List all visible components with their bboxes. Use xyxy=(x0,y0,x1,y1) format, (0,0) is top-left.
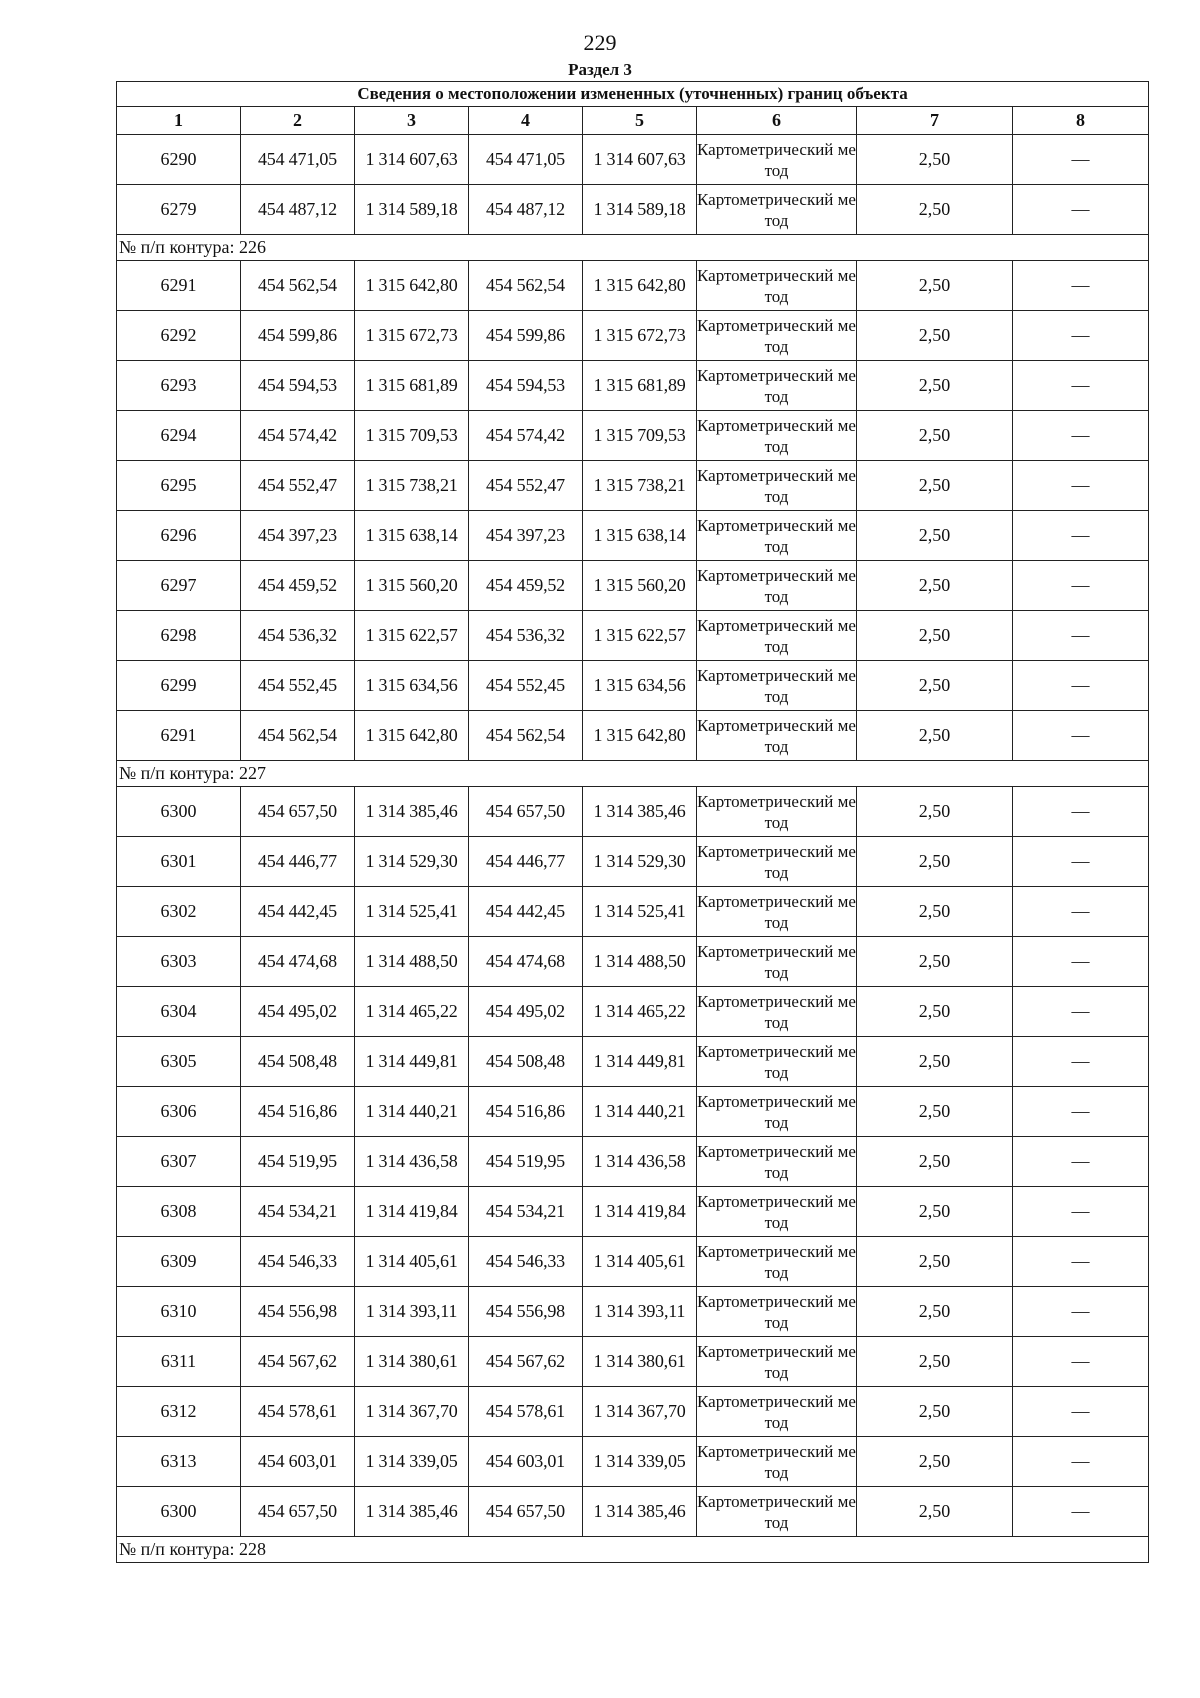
y-coord-cell: 1 315 642,80 xyxy=(583,711,697,761)
x-coord-cell: 454 657,50 xyxy=(469,787,583,837)
accuracy-cell: 2,50 xyxy=(857,887,1013,937)
table-row xyxy=(117,1487,1149,1537)
x-coord-cell: 454 562,54 xyxy=(241,711,355,761)
accuracy-cell: 2,50 xyxy=(857,1137,1013,1187)
y-coord-cell: 1 314 380,61 xyxy=(583,1337,697,1387)
x-coord-cell: 454 599,86 xyxy=(469,311,583,361)
y-coord-cell: 1 315 709,53 xyxy=(583,411,697,461)
accuracy-cell: 2,50 xyxy=(857,261,1013,311)
note-cell: — xyxy=(1013,1337,1149,1387)
note-cell: — xyxy=(1013,135,1149,185)
y-coord-cell: 1 314 436,58 xyxy=(583,1137,697,1187)
x-coord-cell: 454 446,77 xyxy=(241,837,355,887)
column-header-6: 6 xyxy=(697,107,857,135)
x-coord-cell: 454 459,52 xyxy=(241,561,355,611)
y-coord-cell: 1 314 607,63 xyxy=(355,135,469,185)
table-row xyxy=(117,461,1149,511)
x-coord-cell: 454 552,45 xyxy=(241,661,355,711)
point-number-cell: 6304 xyxy=(117,987,241,1037)
x-coord-cell: 454 552,47 xyxy=(241,461,355,511)
method-cell: Картометрический метод xyxy=(697,135,857,185)
accuracy-cell: 2,50 xyxy=(857,185,1013,235)
x-coord-cell: 454 508,48 xyxy=(241,1037,355,1087)
y-coord-cell: 1 314 385,46 xyxy=(355,1487,469,1537)
column-header-4: 4 xyxy=(469,107,583,135)
table-row xyxy=(117,1387,1149,1437)
accuracy-cell: 2,50 xyxy=(857,1337,1013,1387)
contour-row xyxy=(117,1537,1149,1563)
x-coord-cell: 454 495,02 xyxy=(241,987,355,1037)
column-header-row xyxy=(117,107,1149,135)
y-coord-cell: 1 315 738,21 xyxy=(355,461,469,511)
x-coord-cell: 454 574,42 xyxy=(241,411,355,461)
y-coord-cell: 1 315 560,20 xyxy=(355,561,469,611)
y-coord-cell: 1 315 642,80 xyxy=(583,261,697,311)
method-cell: Картометрический метод xyxy=(697,561,857,611)
point-number-cell: 6308 xyxy=(117,1187,241,1237)
method-cell: Картометрический метод xyxy=(697,461,857,511)
accuracy-cell: 2,50 xyxy=(857,1287,1013,1337)
y-coord-cell: 1 315 634,56 xyxy=(355,661,469,711)
y-coord-cell: 1 314 380,61 xyxy=(355,1337,469,1387)
y-coord-cell: 1 314 607,63 xyxy=(583,135,697,185)
y-coord-cell: 1 314 488,50 xyxy=(355,937,469,987)
accuracy-cell: 2,50 xyxy=(857,411,1013,461)
note-cell: — xyxy=(1013,787,1149,837)
accuracy-cell: 2,50 xyxy=(857,135,1013,185)
x-coord-cell: 454 578,61 xyxy=(469,1387,583,1437)
y-coord-cell: 1 314 465,22 xyxy=(355,987,469,1037)
y-coord-cell: 1 315 638,14 xyxy=(583,511,697,561)
note-cell: — xyxy=(1013,311,1149,361)
y-coord-cell: 1 315 681,89 xyxy=(583,361,697,411)
x-coord-cell: 454 599,86 xyxy=(241,311,355,361)
accuracy-cell: 2,50 xyxy=(857,987,1013,1037)
y-coord-cell: 1 314 525,41 xyxy=(355,887,469,937)
y-coord-cell: 1 314 589,18 xyxy=(583,185,697,235)
y-coord-cell: 1 315 738,21 xyxy=(583,461,697,511)
note-cell: — xyxy=(1013,461,1149,511)
point-number-cell: 6309 xyxy=(117,1237,241,1287)
column-header-8: 8 xyxy=(1013,107,1149,135)
table-row xyxy=(117,185,1149,235)
accuracy-cell: 2,50 xyxy=(857,1187,1013,1237)
table-row xyxy=(117,1087,1149,1137)
note-cell: — xyxy=(1013,1287,1149,1337)
table-row xyxy=(117,937,1149,987)
accuracy-cell: 2,50 xyxy=(857,511,1013,561)
x-coord-cell: 454 594,53 xyxy=(241,361,355,411)
x-coord-cell: 454 567,62 xyxy=(469,1337,583,1387)
table-row xyxy=(117,887,1149,937)
x-coord-cell: 454 536,32 xyxy=(469,611,583,661)
y-coord-cell: 1 314 385,46 xyxy=(355,787,469,837)
x-coord-cell: 454 471,05 xyxy=(469,135,583,185)
y-coord-cell: 1 315 681,89 xyxy=(355,361,469,411)
method-cell: Картометрический метод xyxy=(697,711,857,761)
accuracy-cell: 2,50 xyxy=(857,1037,1013,1087)
note-cell: — xyxy=(1013,561,1149,611)
point-number-cell: 6303 xyxy=(117,937,241,987)
x-coord-cell: 454 578,61 xyxy=(241,1387,355,1437)
y-coord-cell: 1 314 393,11 xyxy=(583,1287,697,1337)
method-cell: Картометрический метод xyxy=(697,1237,857,1287)
note-cell: — xyxy=(1013,1437,1149,1487)
table-row xyxy=(117,787,1149,837)
y-coord-cell: 1 314 529,30 xyxy=(355,837,469,887)
method-cell: Картометрический метод xyxy=(697,787,857,837)
table-row xyxy=(117,311,1149,361)
contour-row xyxy=(117,761,1149,787)
point-number-cell: 6294 xyxy=(117,411,241,461)
method-cell: Картометрический метод xyxy=(697,837,857,887)
x-coord-cell: 454 556,98 xyxy=(469,1287,583,1337)
point-number-cell: 6296 xyxy=(117,511,241,561)
y-coord-cell: 1 315 634,56 xyxy=(583,661,697,711)
method-cell: Картометрический метод xyxy=(697,311,857,361)
note-cell: — xyxy=(1013,1237,1149,1287)
y-coord-cell: 1 315 638,14 xyxy=(355,511,469,561)
method-cell: Картометрический метод xyxy=(697,511,857,561)
method-cell: Картометрический метод xyxy=(697,1137,857,1187)
x-coord-cell: 454 459,52 xyxy=(469,561,583,611)
table-caption: Сведения о местоположении измененных (уточненных) границ объекта xyxy=(117,82,1149,107)
table-row xyxy=(117,561,1149,611)
x-coord-cell: 454 516,86 xyxy=(469,1087,583,1137)
note-cell: — xyxy=(1013,987,1149,1037)
note-cell: — xyxy=(1013,837,1149,887)
x-coord-cell: 454 519,95 xyxy=(469,1137,583,1187)
table-row xyxy=(117,611,1149,661)
contour-label: № п/п контура: 226 xyxy=(117,235,1149,261)
x-coord-cell: 454 546,33 xyxy=(241,1237,355,1287)
y-coord-cell: 1 314 405,61 xyxy=(583,1237,697,1287)
x-coord-cell: 454 534,21 xyxy=(241,1187,355,1237)
contour-label: № п/п контура: 228 xyxy=(117,1537,1149,1563)
method-cell: Картометрический метод xyxy=(697,411,857,461)
note-cell: — xyxy=(1013,711,1149,761)
column-header-3: 3 xyxy=(355,107,469,135)
note-cell: — xyxy=(1013,1187,1149,1237)
y-coord-cell: 1 314 419,84 xyxy=(355,1187,469,1237)
y-coord-cell: 1 314 440,21 xyxy=(583,1087,697,1137)
accuracy-cell: 2,50 xyxy=(857,461,1013,511)
accuracy-cell: 2,50 xyxy=(857,611,1013,661)
method-cell: Картометрический метод xyxy=(697,361,857,411)
page-number: 229 xyxy=(583,30,617,55)
y-coord-cell: 1 314 449,81 xyxy=(355,1037,469,1087)
y-coord-cell: 1 314 339,05 xyxy=(583,1437,697,1487)
note-cell: — xyxy=(1013,937,1149,987)
y-coord-cell: 1 314 367,70 xyxy=(355,1387,469,1437)
table-row xyxy=(117,1187,1149,1237)
point-number-cell: 6295 xyxy=(117,461,241,511)
y-coord-cell: 1 315 560,20 xyxy=(583,561,697,611)
x-coord-cell: 454 516,86 xyxy=(241,1087,355,1137)
y-coord-cell: 1 314 367,70 xyxy=(583,1387,697,1437)
x-coord-cell: 454 442,45 xyxy=(469,887,583,937)
method-cell: Картометрический метод xyxy=(697,1487,857,1537)
table-row xyxy=(117,1237,1149,1287)
x-coord-cell: 454 474,68 xyxy=(469,937,583,987)
y-coord-cell: 1 314 525,41 xyxy=(583,887,697,937)
y-coord-cell: 1 315 642,80 xyxy=(355,261,469,311)
table-row xyxy=(117,135,1149,185)
y-coord-cell: 1 315 709,53 xyxy=(355,411,469,461)
x-coord-cell: 454 495,02 xyxy=(469,987,583,1037)
table-row xyxy=(117,1137,1149,1187)
point-number-cell: 6300 xyxy=(117,1487,241,1537)
column-header-5: 5 xyxy=(583,107,697,135)
x-coord-cell: 454 546,33 xyxy=(469,1237,583,1287)
y-coord-cell: 1 314 436,58 xyxy=(355,1137,469,1187)
y-coord-cell: 1 315 622,57 xyxy=(583,611,697,661)
accuracy-cell: 2,50 xyxy=(857,1437,1013,1487)
x-coord-cell: 454 519,95 xyxy=(241,1137,355,1187)
method-cell: Картометрический метод xyxy=(697,1087,857,1137)
point-number-cell: 6301 xyxy=(117,837,241,887)
x-coord-cell: 454 534,21 xyxy=(469,1187,583,1237)
x-coord-cell: 454 552,47 xyxy=(469,461,583,511)
x-coord-cell: 454 508,48 xyxy=(469,1037,583,1087)
accuracy-cell: 2,50 xyxy=(857,711,1013,761)
point-number-cell: 6298 xyxy=(117,611,241,661)
table-row xyxy=(117,361,1149,411)
table-row xyxy=(117,1337,1149,1387)
accuracy-cell: 2,50 xyxy=(857,937,1013,987)
note-cell: — xyxy=(1013,411,1149,461)
boundary-table xyxy=(116,81,1149,1563)
point-number-cell: 6279 xyxy=(117,185,241,235)
y-coord-cell: 1 314 385,46 xyxy=(583,787,697,837)
column-header-7: 7 xyxy=(857,107,1013,135)
accuracy-cell: 2,50 xyxy=(857,311,1013,361)
method-cell: Картометрический метод xyxy=(697,1037,857,1087)
x-coord-cell: 454 567,62 xyxy=(241,1337,355,1387)
method-cell: Картометрический метод xyxy=(697,1287,857,1337)
table-row xyxy=(117,711,1149,761)
method-cell: Картометрический метод xyxy=(697,1187,857,1237)
table-row xyxy=(117,261,1149,311)
accuracy-cell: 2,50 xyxy=(857,1237,1013,1287)
x-coord-cell: 454 603,01 xyxy=(469,1437,583,1487)
note-cell: — xyxy=(1013,661,1149,711)
note-cell: — xyxy=(1013,261,1149,311)
table-row xyxy=(117,661,1149,711)
point-number-cell: 6299 xyxy=(117,661,241,711)
note-cell: — xyxy=(1013,1087,1149,1137)
method-cell: Картометрический метод xyxy=(697,661,857,711)
y-coord-cell: 1 314 488,50 xyxy=(583,937,697,987)
method-cell: Картометрический метод xyxy=(697,1437,857,1487)
point-number-cell: 6306 xyxy=(117,1087,241,1137)
accuracy-cell: 2,50 xyxy=(857,361,1013,411)
point-number-cell: 6291 xyxy=(117,711,241,761)
accuracy-cell: 2,50 xyxy=(857,561,1013,611)
accuracy-cell: 2,50 xyxy=(857,661,1013,711)
note-cell: — xyxy=(1013,511,1149,561)
accuracy-cell: 2,50 xyxy=(857,837,1013,887)
x-coord-cell: 454 562,54 xyxy=(469,261,583,311)
accuracy-cell: 2,50 xyxy=(857,1387,1013,1437)
point-number-cell: 6291 xyxy=(117,261,241,311)
y-coord-cell: 1 314 405,61 xyxy=(355,1237,469,1287)
method-cell: Картометрический метод xyxy=(697,937,857,987)
table-row xyxy=(117,411,1149,461)
accuracy-cell: 2,50 xyxy=(857,787,1013,837)
y-coord-cell: 1 315 672,73 xyxy=(583,311,697,361)
table-body xyxy=(117,135,1149,1563)
method-cell: Картометрический метод xyxy=(697,887,857,937)
x-coord-cell: 454 397,23 xyxy=(241,511,355,561)
x-coord-cell: 454 474,68 xyxy=(241,937,355,987)
contour-label: № п/п контура: 227 xyxy=(117,761,1149,787)
y-coord-cell: 1 315 672,73 xyxy=(355,311,469,361)
x-coord-cell: 454 657,50 xyxy=(241,787,355,837)
note-cell: — xyxy=(1013,1037,1149,1087)
y-coord-cell: 1 314 385,46 xyxy=(583,1487,697,1537)
x-coord-cell: 454 562,54 xyxy=(241,261,355,311)
point-number-cell: 6302 xyxy=(117,887,241,937)
x-coord-cell: 454 446,77 xyxy=(469,837,583,887)
note-cell: — xyxy=(1013,1387,1149,1437)
y-coord-cell: 1 314 339,05 xyxy=(355,1437,469,1487)
point-number-cell: 6297 xyxy=(117,561,241,611)
y-coord-cell: 1 314 529,30 xyxy=(583,837,697,887)
x-coord-cell: 454 536,32 xyxy=(241,611,355,661)
table-row xyxy=(117,987,1149,1037)
y-coord-cell: 1 315 642,80 xyxy=(355,711,469,761)
method-cell: Картометрический метод xyxy=(697,1387,857,1437)
y-coord-cell: 1 314 465,22 xyxy=(583,987,697,1037)
note-cell: — xyxy=(1013,611,1149,661)
x-coord-cell: 454 397,23 xyxy=(469,511,583,561)
point-number-cell: 6293 xyxy=(117,361,241,411)
note-cell: — xyxy=(1013,1487,1149,1537)
contour-row xyxy=(117,235,1149,261)
method-cell: Картометрический метод xyxy=(697,261,857,311)
note-cell: — xyxy=(1013,185,1149,235)
table-row xyxy=(117,1287,1149,1337)
y-coord-cell: 1 314 393,11 xyxy=(355,1287,469,1337)
point-number-cell: 6305 xyxy=(117,1037,241,1087)
table-row xyxy=(117,1037,1149,1087)
x-coord-cell: 454 442,45 xyxy=(241,887,355,937)
note-cell: — xyxy=(1013,361,1149,411)
method-cell: Картометрический метод xyxy=(697,987,857,1037)
note-cell: — xyxy=(1013,1137,1149,1187)
method-cell: Картометрический метод xyxy=(697,185,857,235)
table-row xyxy=(117,1437,1149,1487)
accuracy-cell: 2,50 xyxy=(857,1487,1013,1537)
x-coord-cell: 454 487,12 xyxy=(241,185,355,235)
method-cell: Картометрический метод xyxy=(697,1337,857,1387)
y-coord-cell: 1 314 449,81 xyxy=(583,1037,697,1087)
point-number-cell: 6292 xyxy=(117,311,241,361)
table-row xyxy=(117,511,1149,561)
point-number-cell: 6310 xyxy=(117,1287,241,1337)
point-number-cell: 6313 xyxy=(117,1437,241,1487)
x-coord-cell: 454 556,98 xyxy=(241,1287,355,1337)
y-coord-cell: 1 314 440,21 xyxy=(355,1087,469,1137)
x-coord-cell: 454 657,50 xyxy=(469,1487,583,1537)
section-title: Раздел 3 xyxy=(568,60,632,79)
point-number-cell: 6312 xyxy=(117,1387,241,1437)
y-coord-cell: 1 314 589,18 xyxy=(355,185,469,235)
x-coord-cell: 454 574,42 xyxy=(469,411,583,461)
point-number-cell: 6307 xyxy=(117,1137,241,1187)
method-cell: Картометрический метод xyxy=(697,611,857,661)
x-coord-cell: 454 594,53 xyxy=(469,361,583,411)
point-number-cell: 6290 xyxy=(117,135,241,185)
column-header-1: 1 xyxy=(117,107,241,135)
x-coord-cell: 454 657,50 xyxy=(241,1487,355,1537)
x-coord-cell: 454 471,05 xyxy=(241,135,355,185)
x-coord-cell: 454 603,01 xyxy=(241,1437,355,1487)
x-coord-cell: 454 487,12 xyxy=(469,185,583,235)
x-coord-cell: 454 562,54 xyxy=(469,711,583,761)
accuracy-cell: 2,50 xyxy=(857,1087,1013,1137)
note-cell: — xyxy=(1013,887,1149,937)
x-coord-cell: 454 552,45 xyxy=(469,661,583,711)
column-header-2: 2 xyxy=(241,107,355,135)
table-row xyxy=(117,837,1149,887)
point-number-cell: 6311 xyxy=(117,1337,241,1387)
y-coord-cell: 1 315 622,57 xyxy=(355,611,469,661)
y-coord-cell: 1 314 419,84 xyxy=(583,1187,697,1237)
point-number-cell: 6300 xyxy=(117,787,241,837)
